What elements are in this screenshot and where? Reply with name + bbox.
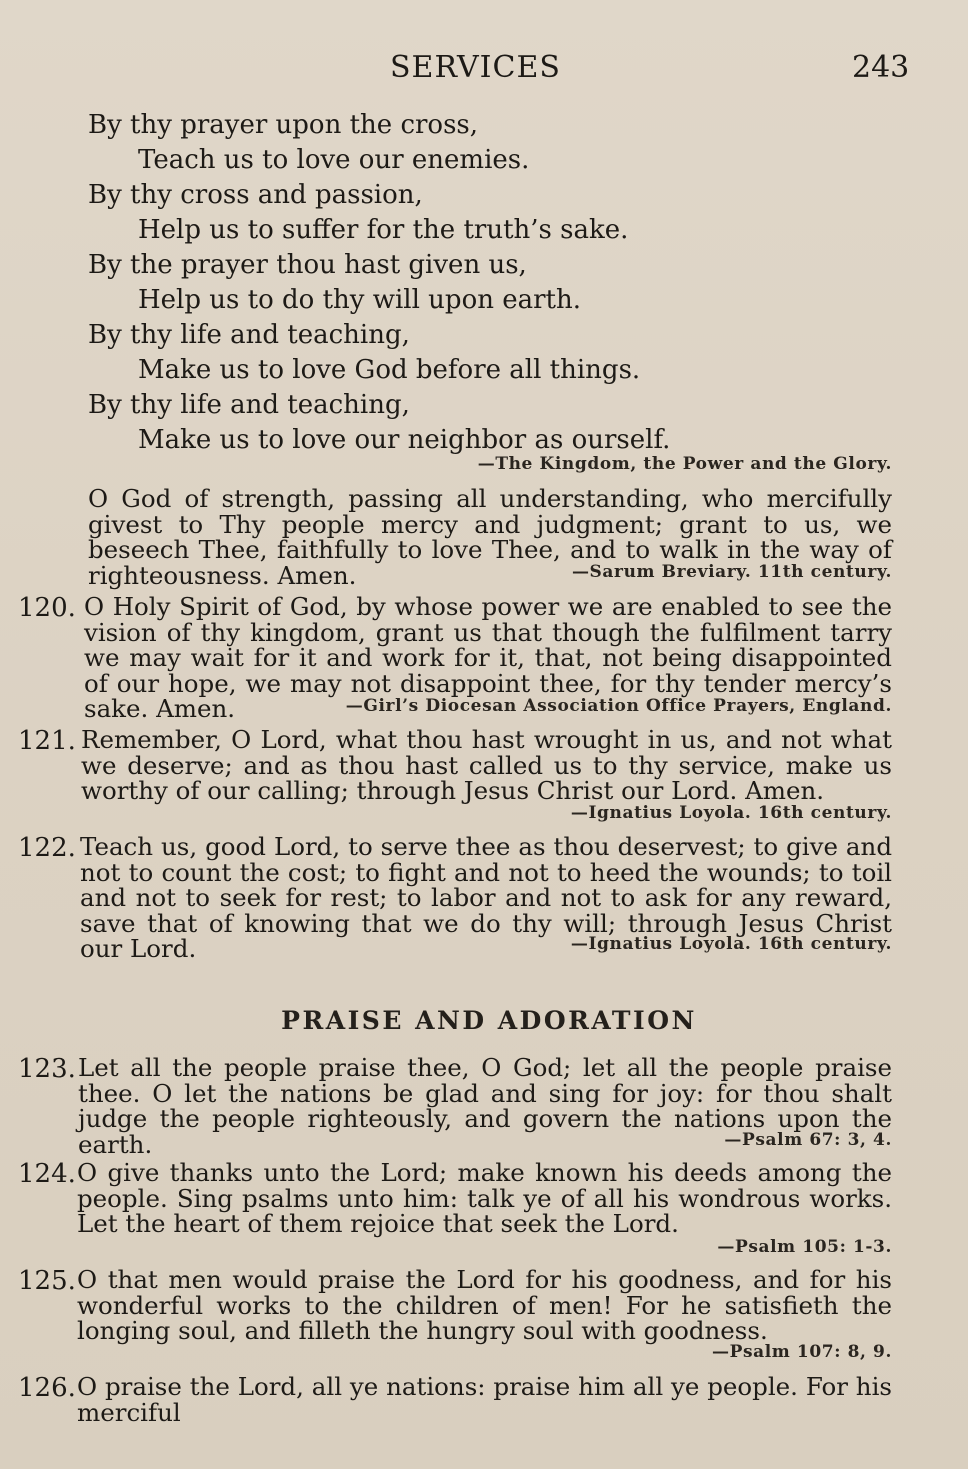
prayer-text: Let all the people praise thee, O God; let all the people praise thee. O let the nations be glad and sing for joy: for thou shalt judge the people righteously, and govern the nations upon the earth. — [78, 1053, 892, 1159]
litany-line: Help us to do thy will upon earth. — [138, 285, 582, 315]
prayer-text: Teach us, good Lord, to serve thee as thou deservest; to give and not to count the cost; to fight and not to heed the wounds; to toil and not to seek for rest; to labor and not to ask for any reward, save that of knowing that we do thy will; through Jesus Christ our Lord. — [80, 832, 892, 963]
prayer-number: 122. — [18, 833, 76, 863]
running-title: SERVICES — [390, 50, 561, 85]
prayer-attribution: —Girl’s Diocesan Association Office Prayers, England. — [345, 696, 892, 716]
prayer-text: O give thanks unto the Lord; make known his deeds among the people. Sing psalms unto him: talk ye of all his wondrous works. Let the heart of them rejoice that seek the Lord. — [77, 1158, 892, 1238]
prayer-attribution: —Sarum Breviary. 11th century. — [571, 562, 892, 582]
litany-line: Help us to suffer for the truth’s sake. — [138, 215, 629, 245]
prayer-text: Remember, O Lord, what thou hast wrought in us, and not what we deserve; and as thou hast called us to thy service, make us worthy of our calling; through Jesus Christ our Lord. Amen. — [81, 725, 892, 805]
page-header — [0, 50, 968, 90]
prayer-number: 124. — [18, 1159, 76, 1189]
litany-line: By thy life and teaching, — [88, 320, 410, 350]
prayer-text: O Holy Spirit of God, by whose power we are enabled to see the vision of thy kingdom, grant us that though the fulfilment tarry we may wait for it and work for it, that, not being disappointed of our hope, we may not disappoint thee, for thy tender mercy’s sake. Amen. — [84, 592, 892, 723]
prayer-text: O God of strength, passing all understanding, who mercifully givest to Thy people mercy and judgment; grant to us, we beseech Thee, faithfully to love Thee, and to walk in the way of righteousness. Amen. — [88, 484, 892, 590]
litany-line: By the prayer thou hast given us, — [88, 250, 527, 280]
litany-line: Make us to love God before all things. — [138, 355, 641, 385]
prayer-attribution: —Psalm 105: 1-3. — [717, 1237, 892, 1257]
prayer-attribution: —Ignatius Loyola. 16th century. — [570, 934, 892, 954]
litany-attribution: —The Kingdom, the Power and the Glory. — [477, 454, 892, 474]
litany-line: By thy life and teaching, — [88, 390, 410, 420]
prayer-number: 120. — [18, 593, 76, 623]
prayer-attribution: —Ignatius Loyola. 16th century. — [570, 803, 892, 823]
prayer-number: 121. — [18, 726, 76, 756]
prayer-attribution: —Psalm 107: 8, 9. — [711, 1342, 892, 1362]
prayer-number: 125. — [18, 1266, 76, 1296]
section-heading: PRAISE AND ADORATION — [281, 1006, 697, 1035]
litany-line: Make us to love our neighbor as ourself. — [138, 425, 671, 455]
litany-line: By thy prayer upon the cross, — [88, 110, 479, 140]
page-number: 243 — [852, 50, 910, 85]
prayer-text: O that men would praise the Lord for his goodness, and for his wonderful works to the children of men! For he satisfieth the longing soul, and filleth the hungry soul with goodness. — [77, 1265, 892, 1345]
litany-line: By thy cross and passion, — [88, 180, 423, 210]
litany-line: Teach us to love our enemies. — [138, 145, 530, 175]
prayer-number: 126. — [18, 1373, 76, 1403]
prayer-text: O praise the Lord, all ye nations: praise him all ye people. For his merciful — [77, 1372, 892, 1427]
prayer-attribution: —Psalm 67: 3, 4. — [724, 1130, 892, 1150]
prayer-number: 123. — [18, 1054, 76, 1084]
